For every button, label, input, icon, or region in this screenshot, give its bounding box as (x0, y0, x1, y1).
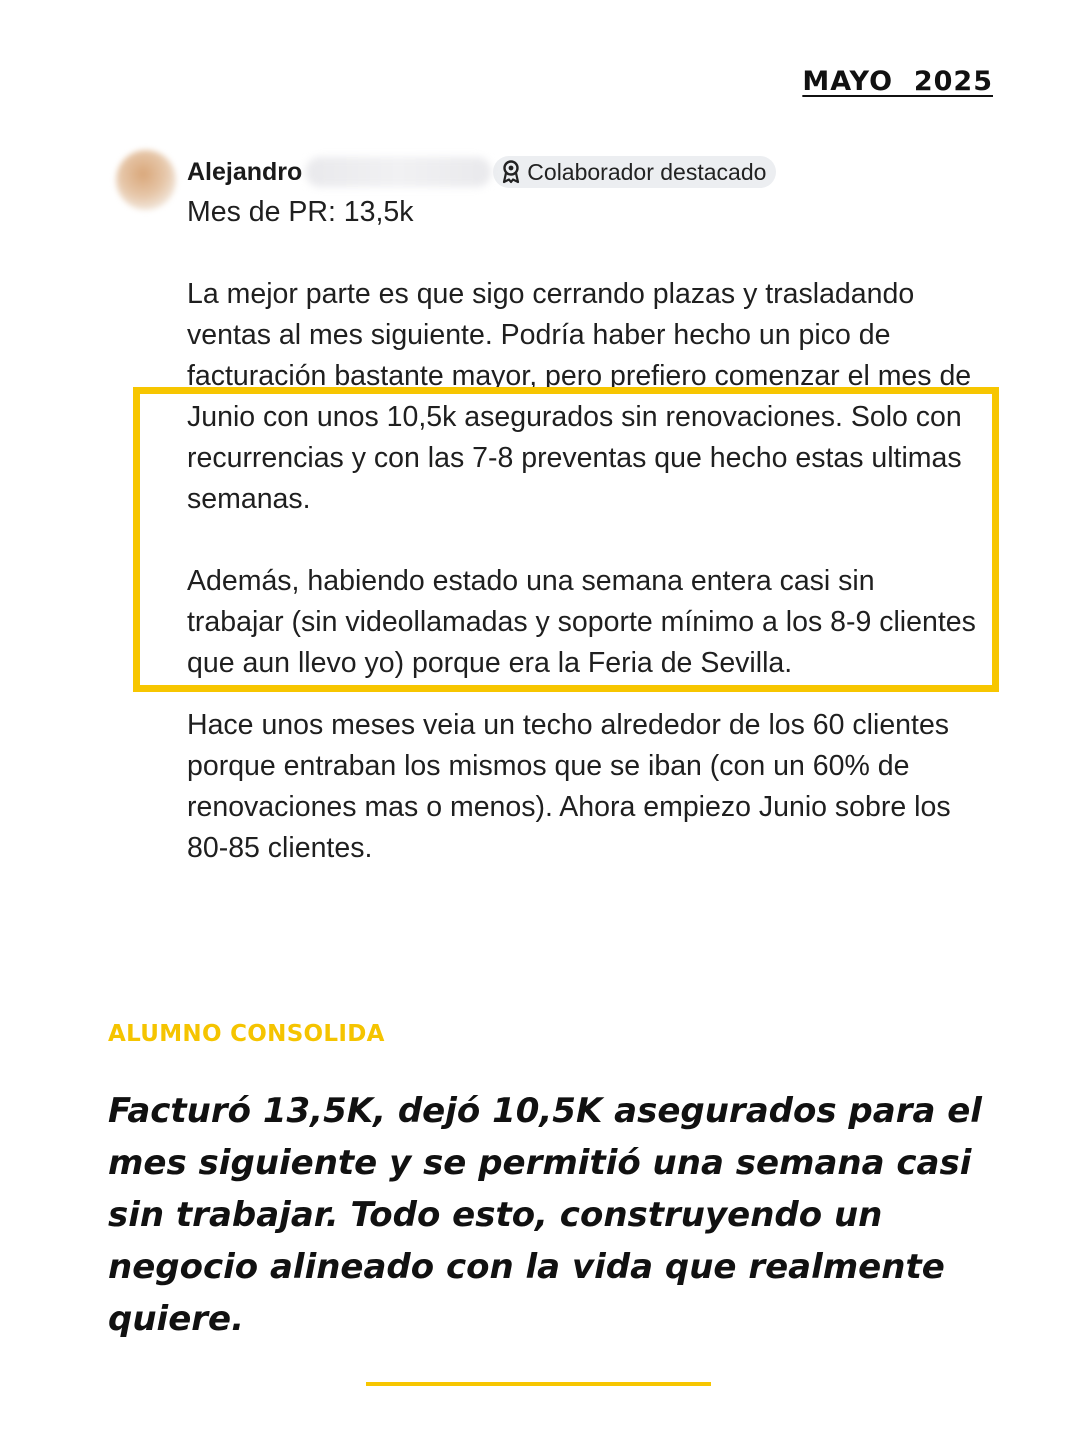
redacted-surname (306, 157, 491, 187)
contributor-badge (493, 156, 776, 188)
avatar[interactable] (116, 150, 176, 210)
summary-headline: Facturó 13,5K, dejó 10,5K asegurados para el mes siguiente y se permitió una semana casi sin trabajar. Todo esto, construyendo un negocio alineado con la vida que realmente quiere. (108, 1091, 982, 1339)
badge-label: Colaborador destacado (527, 158, 767, 185)
award-ribbon-icon (501, 160, 521, 184)
post-paragraph: Hace unos meses veia un techo alrededor de los 60 clientes porque entraban los mismos que se iban (con un 60% de renovaciones mas o menos). Ahora empiezo Junio sobre los 80-85 clientes. (187, 709, 951, 864)
post-paragraph: Mes de PR: 13,5k (187, 196, 414, 228)
post-header (187, 156, 776, 188)
post-paragraph: La mejor parte es que sigo cerrando plazas y trasladando ventas al mes siguiente. Podría haber hecho un pico de facturación bastante mayor, pero prefiero comenzar el mes de Junio con unos 10,5k asegurados sin renovaciones. Solo con recurrencias y con las 7-8 preventas que hecho estas ultimas semanas. (187, 278, 972, 515)
highlight-box (133, 387, 999, 692)
author-name[interactable]: Alejandro (187, 157, 303, 186)
accent-divider (366, 1382, 711, 1386)
date-label: MAYO 2025 (802, 66, 993, 97)
section-label: ALUMNO CONSOLIDA (108, 1021, 385, 1047)
post-paragraph: Además, habiendo estado una semana entera casi sin trabajar (sin videollamadas y soporte mínimo a los 8-9 clientes que aun llevo yo) porque era la Feria de Sevilla. (187, 565, 976, 679)
